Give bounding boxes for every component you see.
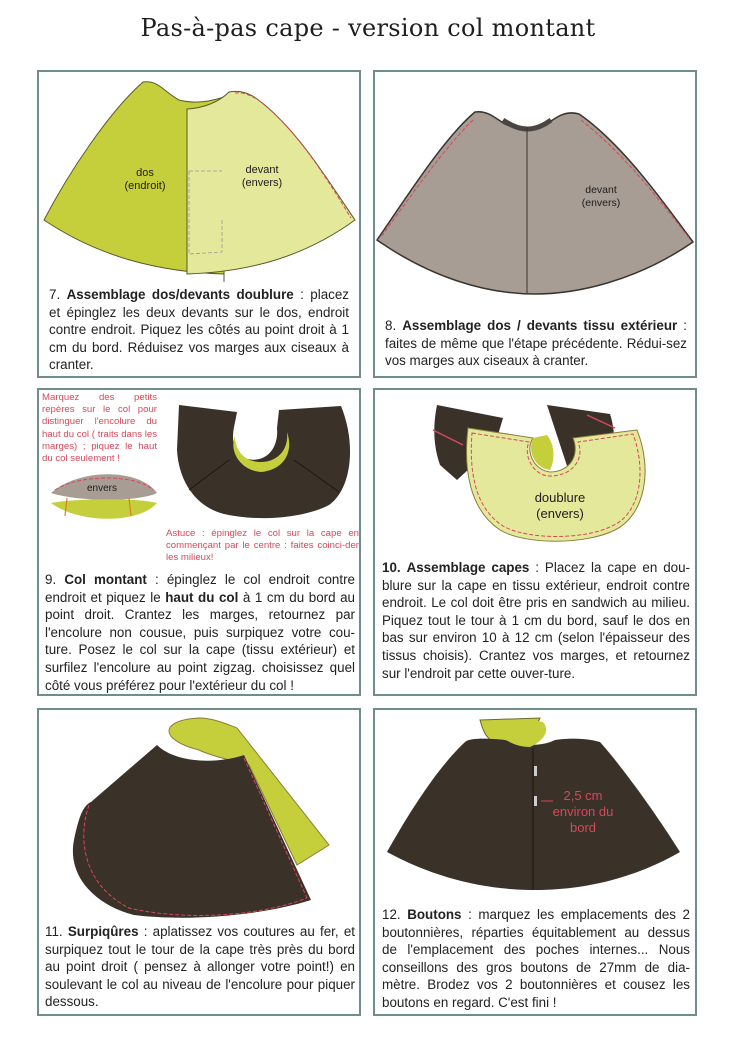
lining-label: doublure: [534, 490, 586, 505]
step-10-panel: [373, 388, 697, 696]
step-7-caption: 7. Assemblage dos/devants doublure : placez et épinglez les deux devants sur le dos, endroit contre endroit. Piquez les côtés au point droit à 1 cm du bord. Réduisez vos marges aux ciseaux à cranter.: [49, 287, 349, 373]
step-8-heading: Assemblage dos / devants tissu extérieur: [402, 318, 678, 333]
back-label-side: (endroit): [124, 180, 166, 192]
step-12-heading: Boutons: [407, 907, 462, 922]
lining-label-side: (envers): [536, 506, 584, 521]
cape-assembly-illustration: [375, 390, 699, 550]
buttonhole-annotation: 2,5 cm environ du bord: [552, 788, 614, 835]
step-11-heading: Surpiqûres: [67, 924, 139, 939]
step-8-caption: 8. Assemblage dos / devants tissu extérieur : faites de même que l'étape précédente. Rédui-sez vos marges aux ciseaux à cranter.: [385, 318, 687, 369]
step-7-panel: [37, 70, 361, 378]
step-10-caption: 10. Assemblage capes : Placez la cape en dou-blure sur la cape en tissu extérieur, endroit contre endroit. Le col doit être pris en sandwich au milieu. Piquez tout le tour à 1 cm du bord, sauf le dos en bas sur environ 10 à 12 cm (selon l'épaisseur des tissus choisis). Crantez vos marges, et retournez sur l'endroit par cette ouver-ture.: [382, 560, 690, 681]
buttons-illustration: [375, 710, 699, 900]
step-9-heading: Col montant: [64, 572, 147, 587]
cape-outer-illustration: [375, 72, 695, 302]
front-label-side: (envers): [241, 177, 283, 189]
step-10-heading: Assemblage capes: [406, 560, 530, 575]
front-label-side: (envers): [581, 197, 621, 209]
step-8-panel: [373, 70, 697, 378]
step-11-caption: 11. Surpiqûres : aplatissez vos coutures au fer, et surpiquez tout le tour de la cape très près du bord au point droit ( pensez à allonger votre point!) en soulevant le col au niveau de l'encolure pour piquer dessous.: [45, 924, 355, 1010]
front-label: devant: [585, 184, 617, 196]
collar-label: envers: [86, 483, 117, 494]
front-label: devant: [245, 164, 279, 176]
collar-marks-note: Marquez des petits repères sur le col pour distinguer l'encolure du haut du col ( traits dans les marges) ; piquez le haut du col seulement !: [42, 392, 157, 465]
step-7-heading: Assemblage dos/devants doublure: [66, 287, 294, 302]
cape-lining-illustration: [39, 72, 359, 282]
step-12-caption: 12. Boutons : marquez les emplacements des 2 boutonnières, réparties équitablement au dessus de l'emplacement des poches internes... Nous conseillons des gros boutons de 27mm de dia-mètre. Brodez vos 2 boutonnières et cousez les boutons en regard. C'est fini !: [382, 907, 690, 1010]
page-title: Pas-à-pas cape - version col montant: [140, 14, 596, 42]
tip-note: Astuce : épinglez le col sur la cape en commençant par le centre : faites coinci-der les milieux!: [166, 528, 359, 564]
step-9-panel: [37, 388, 361, 696]
step-11-panel: [37, 708, 361, 1016]
step-12-panel: [373, 708, 697, 1016]
topstitching-illustration: [39, 710, 363, 920]
step-9-caption: 9. Col montant : épinglez le col endroit contre endroit et piquez le haut du col à 1 cm du bord au point droit. Crantez les marges, retournez par l'encolure non cousue, puis surpiquez votre cou-ture. Posez le col sur la cape (tissu extérieur) et surfilez l'encolure au point zigzag. choisissez quel côté vous préférez pour l'extérieur du col !: [45, 572, 356, 693]
back-label: dos: [136, 167, 154, 179]
